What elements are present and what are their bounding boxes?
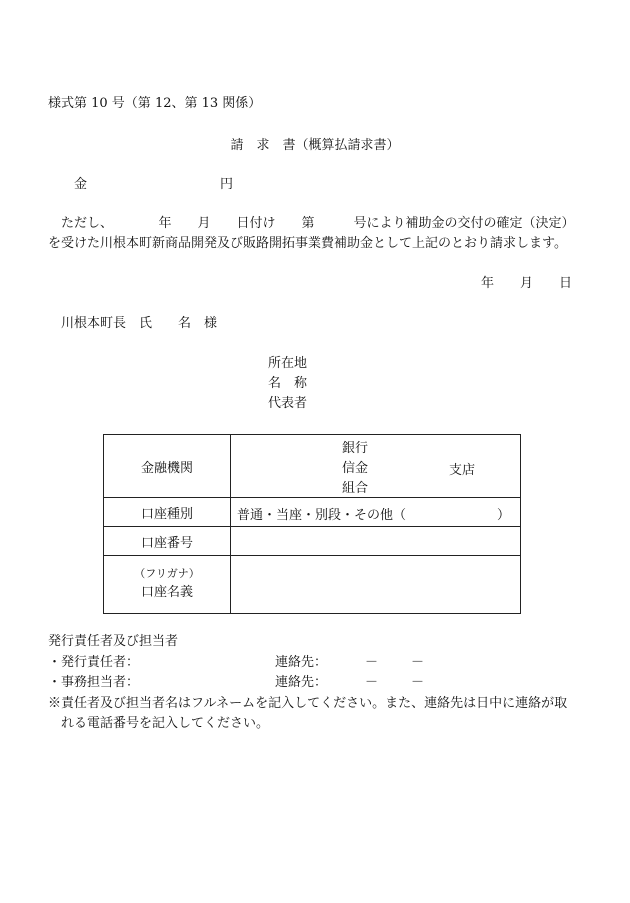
- issuer-dash-2: －: [411, 655, 425, 670]
- account-type-label: 口座種別: [104, 498, 231, 527]
- date-year: 年: [481, 276, 495, 291]
- row-institution: [104, 435, 521, 498]
- account-type-options: 普通・当座・別段・その他（ ）: [237, 508, 511, 523]
- body-text-line2: を受けた川根本町新商品開発及び販路開拓事業費補助金として上記のとおり請求します。: [48, 236, 567, 251]
- institution-label: 金融機関: [104, 435, 231, 498]
- applicant-rep-label: 代表者: [268, 396, 308, 411]
- issuer-dash-1: －: [365, 655, 379, 670]
- staff-dash-2: －: [411, 675, 425, 690]
- row-account-name: [104, 556, 521, 614]
- addressee: 川根本町長 氏 名 様: [61, 316, 218, 331]
- account-number-field[interactable]: [231, 527, 521, 556]
- amount-kin-label: 金: [74, 177, 88, 192]
- bank-account-table: [103, 434, 521, 613]
- note-line1: ※責任者及び担当者名はフルネームを記入してください。また、連絡先は日中に連絡が取: [48, 696, 568, 711]
- body-text-line1: ただし、 年 月 日付け 第 号により補助金の交付の確定（決定）: [61, 216, 575, 231]
- account-name-field[interactable]: [231, 556, 521, 614]
- bank-type-kumiai: 組合: [342, 481, 369, 496]
- account-number-label: 口座番号: [104, 527, 231, 556]
- applicant-name-label: 名 称: [268, 376, 308, 391]
- issuer-contact-label: 連絡先：: [275, 655, 328, 670]
- furigana-label: （フリガナ）: [134, 566, 200, 580]
- institution-field[interactable]: [231, 435, 521, 498]
- bank-type-shinkin: 信金: [342, 461, 369, 476]
- contacts-heading: 発行責任者及び担当者: [48, 634, 179, 649]
- staff-label: ・事務担当者：: [48, 675, 140, 690]
- account-name-label: 口座名義: [140, 584, 193, 600]
- branch-label: 支店: [449, 463, 476, 478]
- row-account-type: [104, 498, 521, 527]
- amount-yen-label: 円: [220, 177, 234, 192]
- date-month: 月: [520, 276, 534, 291]
- page-title: 請 求 書（概算払請求書）: [230, 138, 400, 153]
- form-number: 様式第 10 号（第 12、第 13 関係）: [48, 96, 262, 111]
- applicant-address-label: 所在地: [268, 356, 308, 371]
- account-name-cell: [104, 556, 231, 614]
- row-account-number: [104, 527, 521, 556]
- staff-dash-1: －: [365, 675, 379, 690]
- issuer-label: ・発行責任者：: [48, 655, 140, 670]
- staff-contact-label: 連絡先：: [275, 675, 328, 690]
- bank-type-list: [342, 439, 368, 499]
- note-line2: れる電話番号を記入してください。: [48, 716, 270, 731]
- date-day: 日: [559, 276, 573, 291]
- bank-type-ginko: 銀行: [342, 441, 369, 456]
- account-type-field[interactable]: [231, 498, 521, 527]
